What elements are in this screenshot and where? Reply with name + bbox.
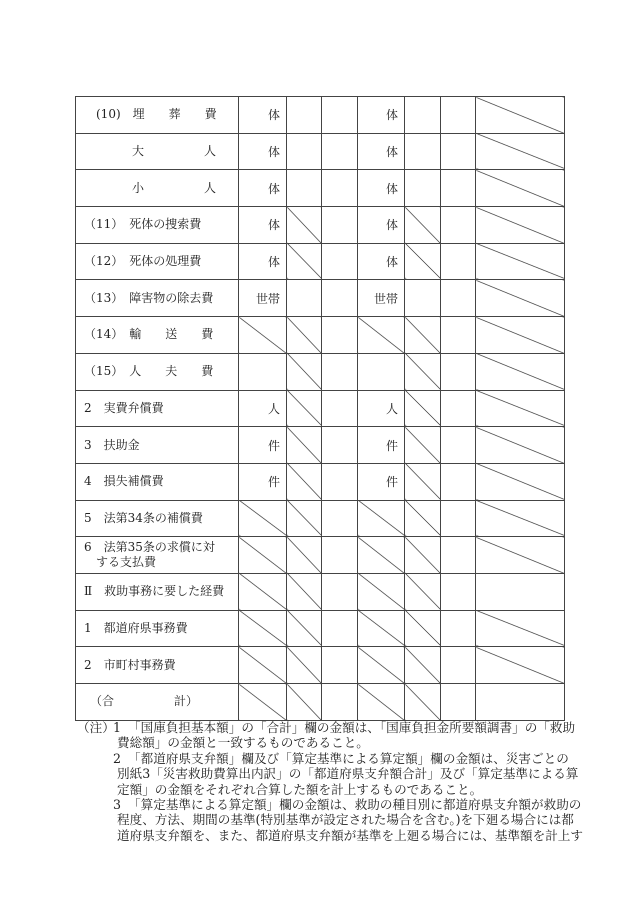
unit-cell-base bbox=[239, 573, 287, 610]
amount-cell bbox=[476, 427, 565, 464]
row-label: 2 市町村事務費 bbox=[76, 647, 239, 684]
amount-cell bbox=[287, 537, 322, 574]
amount-cell bbox=[405, 170, 441, 207]
note-number: 2 bbox=[113, 750, 122, 766]
unit-cell-prefecture bbox=[358, 610, 405, 647]
amount-cell bbox=[476, 170, 565, 207]
unit-cell-prefecture bbox=[358, 647, 405, 684]
amount-cell bbox=[476, 463, 565, 500]
row-label: 5 法第34条の補償費 bbox=[76, 500, 239, 537]
amount-cell bbox=[405, 573, 441, 610]
amount-cell bbox=[287, 207, 322, 244]
unit-cell-base: 人 bbox=[239, 390, 287, 427]
table-row bbox=[76, 243, 565, 280]
unit-cell-prefecture bbox=[358, 353, 405, 390]
unit-cell-base: 体 bbox=[239, 133, 287, 170]
table-row bbox=[76, 170, 565, 207]
note-line: 「算定基準による算定額」欄の金額は、救助の種目別に都道府県支弁額が救助の bbox=[128, 797, 582, 812]
unit-cell-prefecture: 体 bbox=[358, 170, 405, 207]
amount-cell bbox=[476, 390, 565, 427]
amount-cell bbox=[476, 684, 565, 721]
amount-cell bbox=[322, 537, 358, 574]
amount-cell bbox=[287, 133, 322, 170]
unit-cell-prefecture: 世帯 bbox=[358, 280, 405, 317]
unit-cell-base: 体 bbox=[239, 97, 287, 134]
amount-cell bbox=[441, 500, 476, 537]
amount-cell bbox=[405, 463, 441, 500]
note-line: 「都道府県支弁額」欄及び「算定基準による算定額」欄の金額は、災害ごとの bbox=[128, 750, 569, 766]
table-row bbox=[76, 280, 565, 317]
amount-cell bbox=[476, 647, 565, 684]
amount-cell bbox=[405, 207, 441, 244]
amount-cell bbox=[441, 610, 476, 647]
table-row bbox=[76, 390, 565, 427]
row-label: Ⅱ 救助事務に要した経費 bbox=[76, 573, 239, 610]
note-number: 3 bbox=[113, 797, 122, 812]
row-label: 小 人 bbox=[76, 170, 239, 207]
expense-table bbox=[75, 96, 565, 721]
note-line: 別紙3「災害救助費算出内訳」の「都道府県支弁額合計」及び「算定基準による算 bbox=[117, 766, 579, 782]
unit-cell-base bbox=[239, 353, 287, 390]
amount-cell bbox=[405, 684, 441, 721]
amount-cell bbox=[287, 97, 322, 134]
row-label: 大 人 bbox=[76, 133, 239, 170]
amount-cell bbox=[476, 610, 565, 647]
table-row bbox=[76, 207, 565, 244]
amount-cell bbox=[322, 684, 358, 721]
row-label: （14） 輸 送 費 bbox=[76, 317, 239, 354]
notes-prefix: （注） bbox=[77, 720, 115, 735]
unit-cell-base: 体 bbox=[239, 243, 287, 280]
amount-cell bbox=[476, 353, 565, 390]
amount-cell bbox=[441, 133, 476, 170]
table-row bbox=[76, 537, 565, 574]
table-row bbox=[76, 427, 565, 464]
table-row bbox=[76, 500, 565, 537]
row-label: 3 扶助金 bbox=[76, 427, 239, 464]
note-line: 程度、方法、期間の基準(特別基準が設定された場合を含む。)を下廻る場合には都 bbox=[117, 812, 574, 828]
amount-cell bbox=[441, 97, 476, 134]
amount-cell bbox=[476, 207, 565, 244]
table-row bbox=[76, 317, 565, 354]
amount-cell bbox=[476, 97, 565, 134]
amount-cell bbox=[287, 610, 322, 647]
amount-cell bbox=[322, 500, 358, 537]
row-label: （13） 障害物の除去費 bbox=[76, 280, 239, 317]
unit-cell-prefecture bbox=[358, 317, 405, 354]
unit-cell-base bbox=[239, 317, 287, 354]
unit-cell-prefecture: 件 bbox=[358, 463, 405, 500]
row-label: 4 損失補償費 bbox=[76, 463, 239, 500]
amount-cell bbox=[405, 280, 441, 317]
amount-cell bbox=[441, 684, 476, 721]
amount-cell bbox=[405, 390, 441, 427]
amount-cell bbox=[441, 647, 476, 684]
amount-cell bbox=[441, 280, 476, 317]
unit-cell-prefecture: 件 bbox=[358, 427, 405, 464]
row-label: 6 法第35条の求償に対 する支払費 bbox=[76, 537, 239, 574]
amount-cell bbox=[405, 243, 441, 280]
amount-cell bbox=[441, 573, 476, 610]
note-line: 定額」の金額をそれぞれ合算した額を計上するものであること。 bbox=[117, 781, 483, 797]
unit-cell-prefecture bbox=[358, 500, 405, 537]
unit-cell-base: 体 bbox=[239, 207, 287, 244]
unit-cell-prefecture: 体 bbox=[358, 97, 405, 134]
amount-cell bbox=[441, 537, 476, 574]
row-label: （15） 人 夫 費 bbox=[76, 353, 239, 390]
amount-cell bbox=[476, 537, 565, 574]
amount-cell bbox=[405, 647, 441, 684]
amount-cell bbox=[287, 427, 322, 464]
row-label: (10) 埋 葬 費 bbox=[76, 97, 239, 134]
amount-cell bbox=[287, 647, 322, 684]
amount-cell bbox=[322, 170, 358, 207]
row-label: （合 計） bbox=[76, 684, 239, 721]
amount-cell bbox=[405, 133, 441, 170]
unit-cell-prefecture: 体 bbox=[358, 207, 405, 244]
unit-cell-base bbox=[239, 684, 287, 721]
amount-cell bbox=[287, 280, 322, 317]
amount-cell bbox=[441, 317, 476, 354]
amount-cell bbox=[476, 133, 565, 170]
row-label: 2 実費弁償費 bbox=[76, 390, 239, 427]
unit-cell-base: 体 bbox=[239, 170, 287, 207]
note-line: 費総額」の金額と一致するものであること。 bbox=[117, 735, 369, 751]
note-line: 道府県支弁額を、また、都道府県支弁額が基準を上廻る場合には、基準額を計上す bbox=[117, 827, 583, 843]
amount-cell bbox=[322, 463, 358, 500]
amount-cell bbox=[405, 500, 441, 537]
table-row bbox=[76, 97, 565, 134]
amount-cell bbox=[322, 573, 358, 610]
amount-cell bbox=[405, 353, 441, 390]
unit-cell-base bbox=[239, 610, 287, 647]
amount-cell bbox=[287, 170, 322, 207]
table-row bbox=[76, 353, 565, 390]
row-label: 1 都道府県事務費 bbox=[76, 610, 239, 647]
amount-cell bbox=[322, 390, 358, 427]
unit-cell-prefecture: 体 bbox=[358, 133, 405, 170]
table-row bbox=[76, 463, 565, 500]
table-row bbox=[76, 133, 565, 170]
row-label: （11） 死体の捜索費 bbox=[76, 207, 239, 244]
unit-cell-base: 件 bbox=[239, 427, 287, 464]
amount-cell bbox=[476, 243, 565, 280]
amount-cell bbox=[441, 207, 476, 244]
row-label: （12） 死体の処理費 bbox=[76, 243, 239, 280]
amount-cell bbox=[287, 390, 322, 427]
unit-cell-prefecture: 体 bbox=[358, 243, 405, 280]
amount-cell bbox=[441, 170, 476, 207]
table-row bbox=[76, 647, 565, 684]
amount-cell bbox=[322, 647, 358, 684]
amount-cell bbox=[476, 317, 565, 354]
unit-cell-base: 件 bbox=[239, 463, 287, 500]
unit-cell-prefecture bbox=[358, 684, 405, 721]
amount-cell bbox=[322, 317, 358, 354]
amount-cell bbox=[287, 353, 322, 390]
unit-cell-base bbox=[239, 500, 287, 537]
amount-cell bbox=[287, 573, 322, 610]
unit-cell-base bbox=[239, 647, 287, 684]
amount-cell bbox=[405, 610, 441, 647]
note-number: 1 bbox=[113, 720, 122, 735]
amount-cell bbox=[405, 97, 441, 134]
amount-cell bbox=[405, 317, 441, 354]
amount-cell bbox=[322, 207, 358, 244]
unit-cell-prefecture: 人 bbox=[358, 390, 405, 427]
unit-cell-base: 世帯 bbox=[239, 280, 287, 317]
unit-cell-prefecture bbox=[358, 573, 405, 610]
amount-cell bbox=[441, 427, 476, 464]
note-line: 「国庫負担基本額」の「合計」欄の金額は、「国庫負担金所要額調書」の「救助 bbox=[128, 720, 576, 735]
amount-cell bbox=[322, 133, 358, 170]
amount-cell bbox=[405, 537, 441, 574]
amount-cell bbox=[441, 463, 476, 500]
table-row bbox=[76, 684, 565, 721]
amount-cell bbox=[287, 317, 322, 354]
amount-cell bbox=[441, 353, 476, 390]
amount-cell bbox=[476, 500, 565, 537]
amount-cell bbox=[405, 427, 441, 464]
unit-cell-base bbox=[239, 537, 287, 574]
amount-cell bbox=[441, 390, 476, 427]
amount-cell bbox=[287, 500, 322, 537]
table-row bbox=[76, 573, 565, 610]
unit-cell-prefecture bbox=[358, 537, 405, 574]
amount-cell bbox=[322, 243, 358, 280]
amount-cell bbox=[322, 427, 358, 464]
amount-cell bbox=[476, 573, 565, 610]
amount-cell bbox=[322, 610, 358, 647]
amount-cell bbox=[287, 684, 322, 721]
table-row bbox=[76, 610, 565, 647]
amount-cell bbox=[287, 243, 322, 280]
amount-cell bbox=[287, 463, 322, 500]
amount-cell bbox=[322, 97, 358, 134]
amount-cell bbox=[322, 280, 358, 317]
amount-cell bbox=[322, 353, 358, 390]
amount-cell bbox=[476, 280, 565, 317]
amount-cell bbox=[441, 243, 476, 280]
